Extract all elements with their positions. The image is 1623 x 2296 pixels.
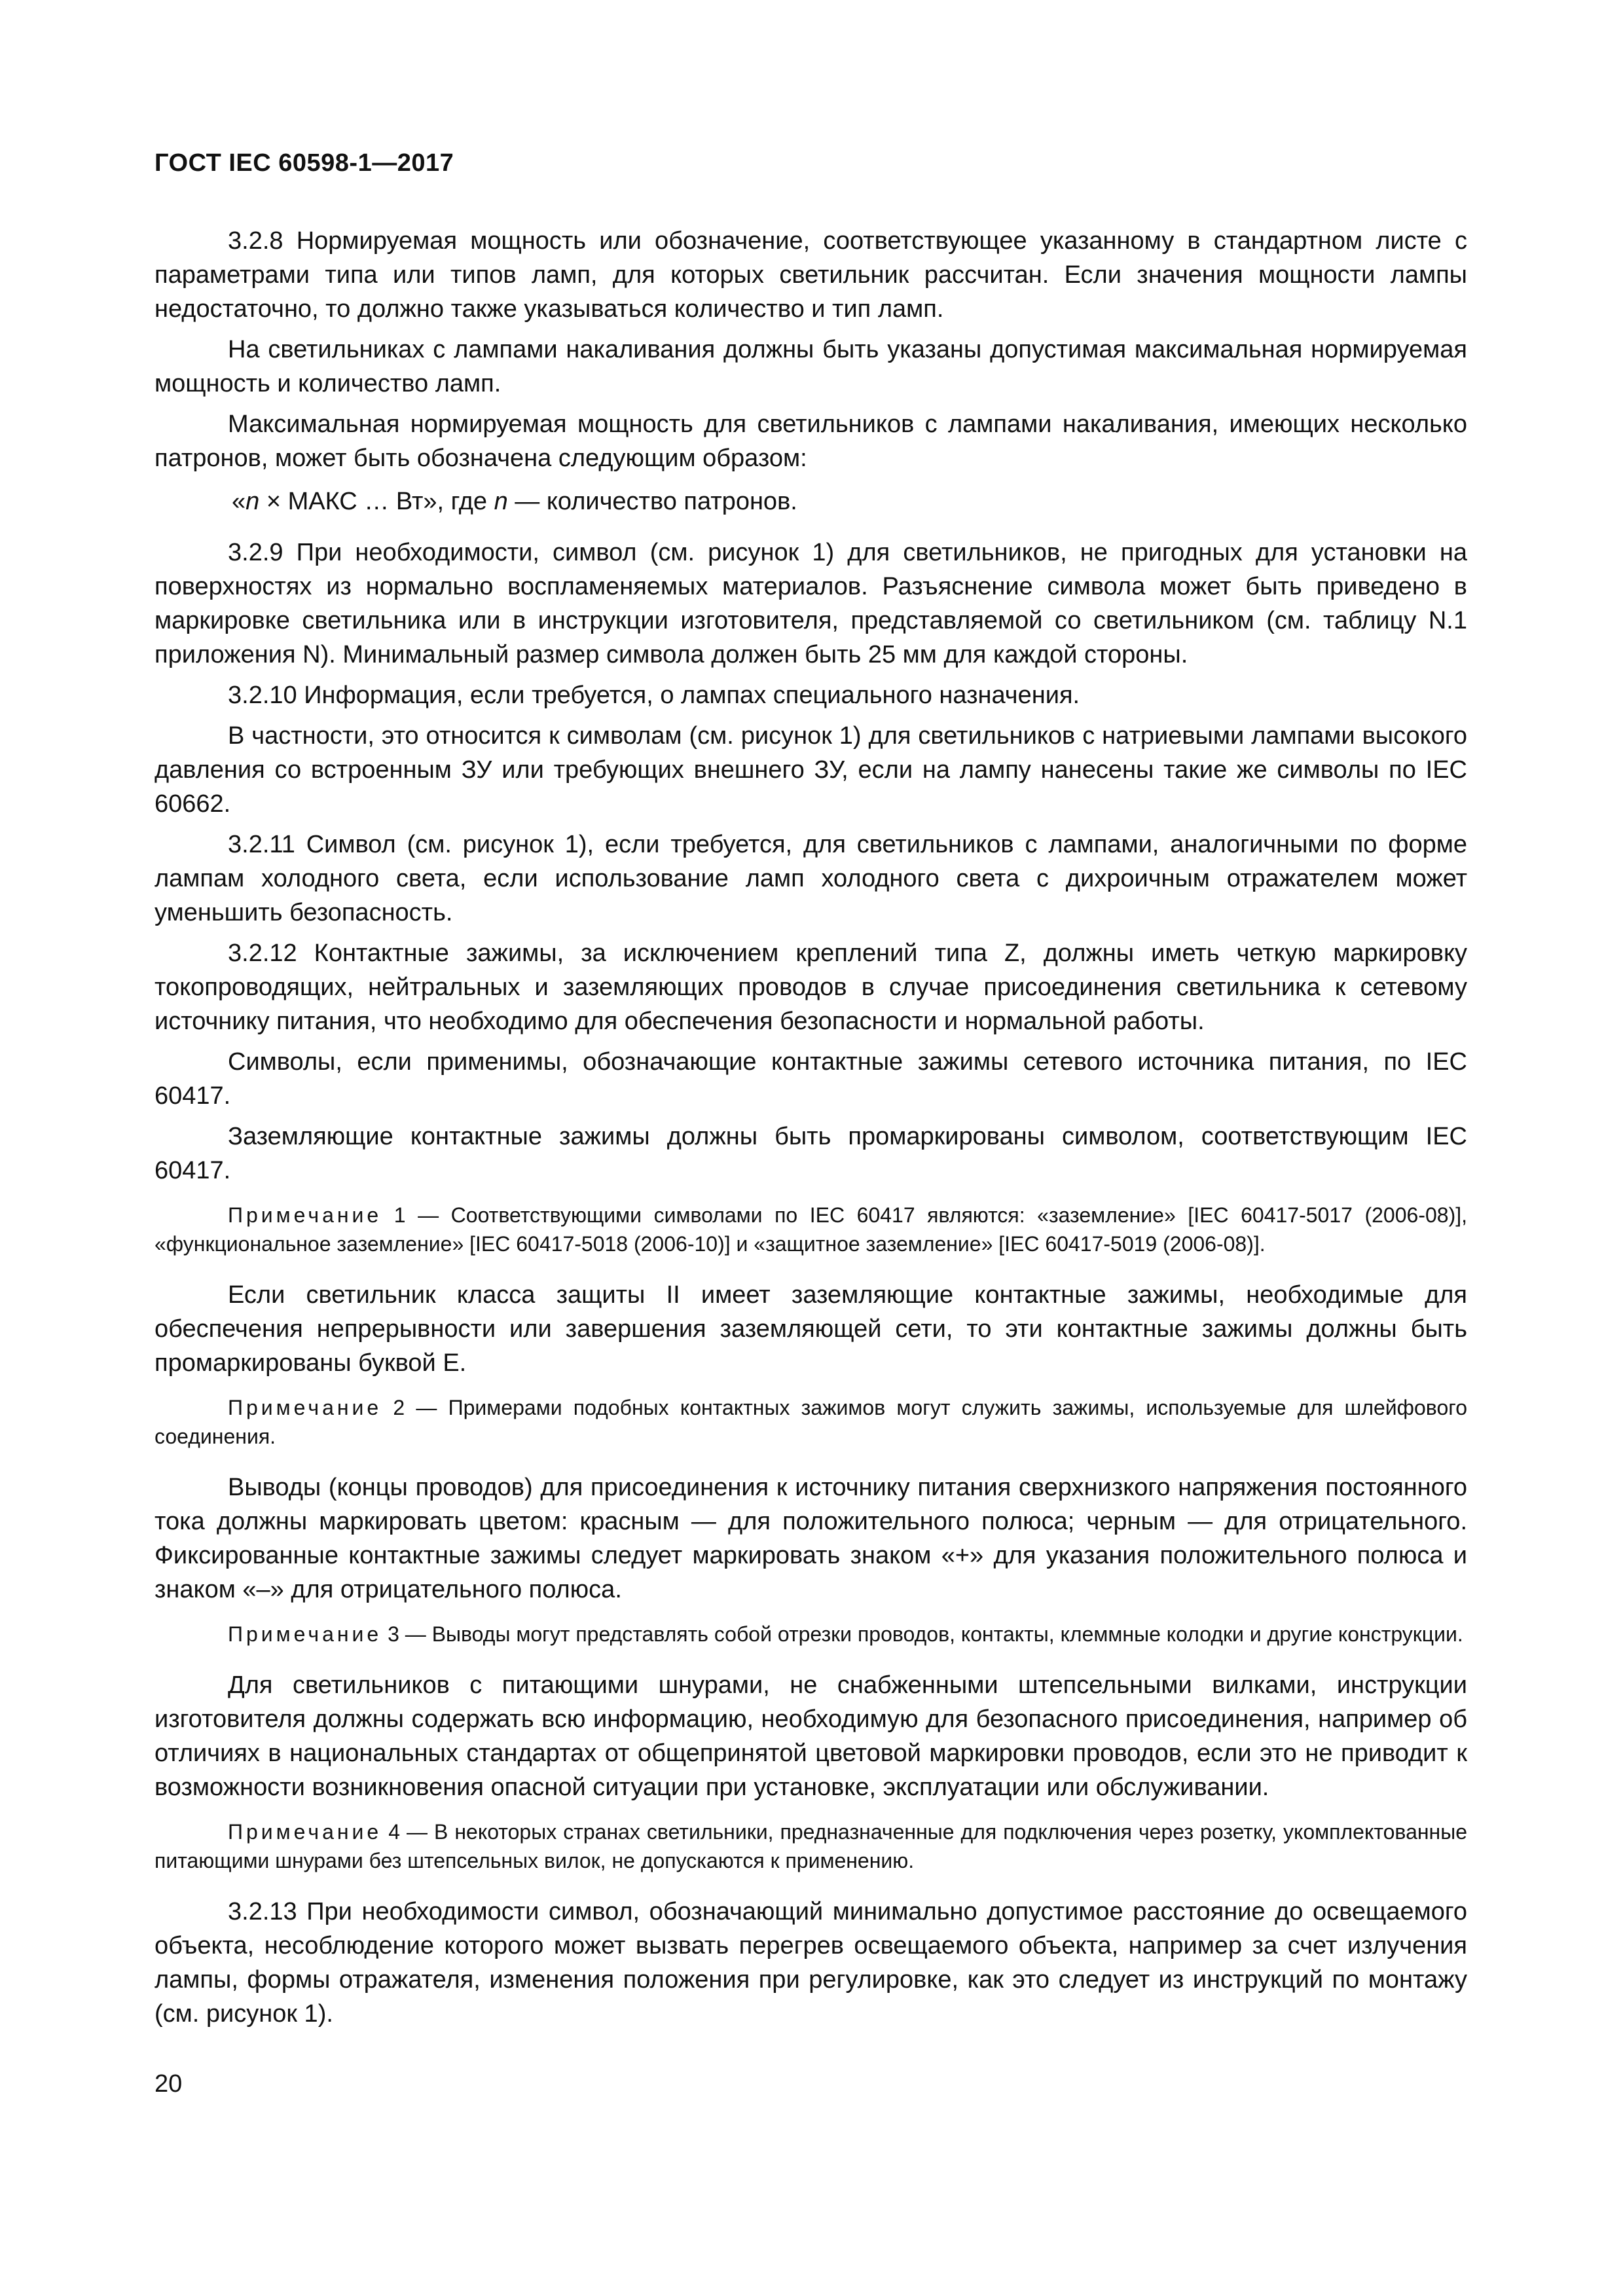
paragraph-3-2-8: 3.2.8 Нормируемая мощность или обозначение, соответствующее указанному в стандартном листе с параметрами типа или типов ламп, для которых светильник рассчитан. Если значения мощности лампы недостаточно, то должно также указываться количество и тип ламп. [155,227,1467,323]
paragraph-3-2-12-symbols: Символы, если применимы, обозначающие контактные зажимы сетевого источника питания, по IEC 60417. [155,1048,1467,1110]
formula-open-quote: « [232,488,246,515]
formula-tail: — количество патронов. [507,488,797,515]
paragraph-3-2-12-dc-leads: Выводы (концы проводов) для присоединения к источнику питания сверхнизкого напряжения постоянного тока должны маркировать цветом: красным — для положительного полюса; черным — для отрицательного. Фиксированные контактные зажимы следует маркировать знаком «+» для указания положительного полюса и знаком «–» для отрицательного полюса. [155,1474,1467,1603]
note-text: Примерами подобных контактных зажимов могут служить зажимы, используемые для шлейфового соединения. [155,1396,1468,1448]
note-label: Примечание [228,1203,382,1227]
note-label: Примечание [228,1622,382,1646]
note-text: Выводы могут представлять собой отрезки проводов, контакты, клеммные колодки и другие конструкции. [431,1622,1463,1646]
note-number: 3 — [382,1622,432,1646]
note-number: 1 — [382,1203,451,1227]
note-number: 2 — [382,1396,448,1419]
page-number: 20 [155,2070,183,2098]
paragraph-3-2-12-class-ii: Если светильник класса защиты II имеет заземляющие контактные зажимы, необходимые для обеспечения непрерывности или завершения заземляющей сети, то эти контактные зажимы должны быть промаркированы буквой E. [155,1281,1467,1377]
paragraph-3-2-8-incandescent: На светильниках с лампами накаливания должны быть указаны допустимая максимальная нормируемая мощность и количество ламп. [155,336,1467,397]
note-label: Примечание [228,1820,382,1844]
formula-variable-n-definition: n [494,488,508,515]
note-text: В некоторых странах светильники, предназначенные для подключения через розетку, укомплектованные питающими шнурами без штепсельных вилок, не допускаются к применению. [155,1820,1467,1872]
paragraph-3-2-13: 3.2.13 При необходимости символ, обозначающий минимально допустимое расстояние до освещаемого объекта, несоблюдение которого может вызвать перегрев освещаемого объекта, например за счет излучения лампы, формы отражателя, изменения положения при регулировке, как это следует из инструкций по монтажу (см. рисунок 1). [155,1898,1467,2028]
paragraph-3-2-8-max-power: Максимальная нормируемая мощность для светильников с лампами накаливания, имеющих несколько патронов, может быть обозначена следующим образом: [155,410,1467,472]
max-power-formula [155,484,1467,519]
note-4 [155,1817,1467,1875]
note-3 [155,1620,1467,1649]
page-header-standard-code: ГОСТ IEC 60598-1—2017 [155,149,454,177]
paragraph-3-2-12: 3.2.12 Контактные зажимы, за исключением креплений типа Z, должны иметь четкую маркировку токопроводящих, нейтральных и заземляющих проводов в случае присоединения светильника к сетевому источнику питания, что необходимо для обеспечения безопасности и нормальной работы. [155,939,1467,1035]
formula-expression: × МАКС … Вт», где [259,488,494,515]
paragraph-3-2-9: 3.2.9 При необходимости, символ (см. рисунок 1) для светильников, не пригодных для установки на поверхностях из нормально воспламеняемых материалов. Разъяснение символа может быть приведено в маркировке светильника или в инструкции изготовителя, представляемой со светильником (см. таблицу N.1 приложения N). Минимальный размер символа должен быть 25 мм для каждой стороны. [155,539,1467,668]
note-text: Соответствующими символами по IEC 60417 являются: «заземление» [IEC 60417-5017 (2006-08)], «функциональное заземление» [IEC 60417-5018 (2006-10)] и «защитное заземление» [IEC 60417-5019 (2006-08)]. [155,1203,1468,1256]
paragraph-3-2-10-symbols: В частности, это относится к символам (см. рисунок 1) для светильников с натриевыми лампами высокого давления со встроенным ЗУ или требующих внешнего ЗУ, если на лампу нанесены такие же символы по IEC 60662. [155,722,1467,818]
paragraph-3-2-12-earthing: Заземляющие контактные зажимы должны быть промаркированы символом, соответствующим IEC 60417. [155,1123,1467,1184]
paragraph-3-2-12-supply-cords: Для светильников с питающими шнурами, не снабженными штепсельными вилками, инструкции изготовителя должны содержать всю информацию, необходимую для безопасного присоединения, например об отличиях в национальных стандартах от общепринятой цветовой маркировки проводов, если это не приводит к возможности возникновения опасной ситуации при установке, эксплуатации или обслуживании. [155,1671,1467,1801]
formula-variable-n: n [246,488,260,515]
note-number: 4 — [382,1820,435,1844]
paragraph-3-2-10: 3.2.10 Информация, если требуется, о лампах специального назначения. [228,682,1080,709]
paragraph-3-2-11: 3.2.11 Символ (см. рисунок 1), если требуется, для светильников с лампами, аналогичными по форме лампам холодного света, если использование ламп холодного света с дихроичным отражателем может уменьшить безопасность. [155,831,1467,926]
note-label: Примечание [228,1396,382,1419]
note-1 [155,1201,1467,1258]
note-2 [155,1393,1467,1451]
document-body [155,224,1467,2037]
